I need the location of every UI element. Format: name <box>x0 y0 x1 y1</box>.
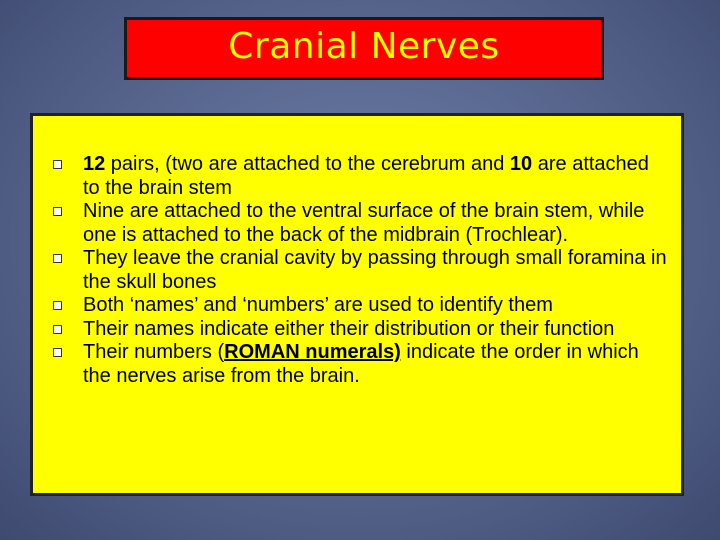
bullet-text <box>83 153 649 199</box>
bullet-text <box>83 200 644 246</box>
bullet-text-segment: Their numbers ( <box>83 341 225 363</box>
bullet-text-segment: Their names indicate either their distribution or their function <box>83 317 615 340</box>
bullet-item <box>51 200 671 247</box>
bullet-item <box>51 153 671 200</box>
bullet-text-segment: Nine are attached to the ventral surface of the brain stem, while one is attached to the back of the midbrain (Trochlear). <box>83 200 645 246</box>
bullet-text <box>83 294 553 316</box>
bullet-text-segment: are attached to the brain stem <box>83 153 649 199</box>
bullet-text <box>83 247 667 293</box>
bullet-text-segment: pairs, (two are attached to the cerebrum and <box>105 153 510 175</box>
hollow-square-bullet-icon <box>53 254 62 263</box>
bullet-text-segment: 12 <box>83 153 106 175</box>
bullet-item <box>51 341 671 388</box>
hollow-square-bullet-icon <box>53 160 62 169</box>
bullet-text-segment: 10 <box>509 153 533 175</box>
hollow-square-bullet-icon <box>53 348 62 357</box>
hollow-square-bullet-icon <box>53 301 62 310</box>
bullet-text-segment: Both ‘names’ and ‘numbers’ are used to identify them <box>83 294 553 316</box>
bullet-item <box>51 247 671 294</box>
bullet-text <box>83 318 614 340</box>
bullet-text-segment: They leave the cranial cavity by passing through small foramina in the skull bones <box>83 247 667 293</box>
bullet-item <box>51 294 671 318</box>
hollow-square-bullet-icon <box>53 325 62 334</box>
slide-title: Cranial Nerves <box>228 26 500 67</box>
bullet-list <box>51 153 671 388</box>
hollow-square-bullet-icon <box>53 207 62 216</box>
title-banner <box>124 17 604 80</box>
bullet-text-segment: indicate the order in which the nerves arise from the brain. <box>83 341 639 387</box>
content-panel <box>30 113 684 496</box>
bullet-item <box>51 318 671 342</box>
bullet-text <box>83 341 639 387</box>
bullet-text-segment: ROMAN numerals) <box>224 341 401 363</box>
